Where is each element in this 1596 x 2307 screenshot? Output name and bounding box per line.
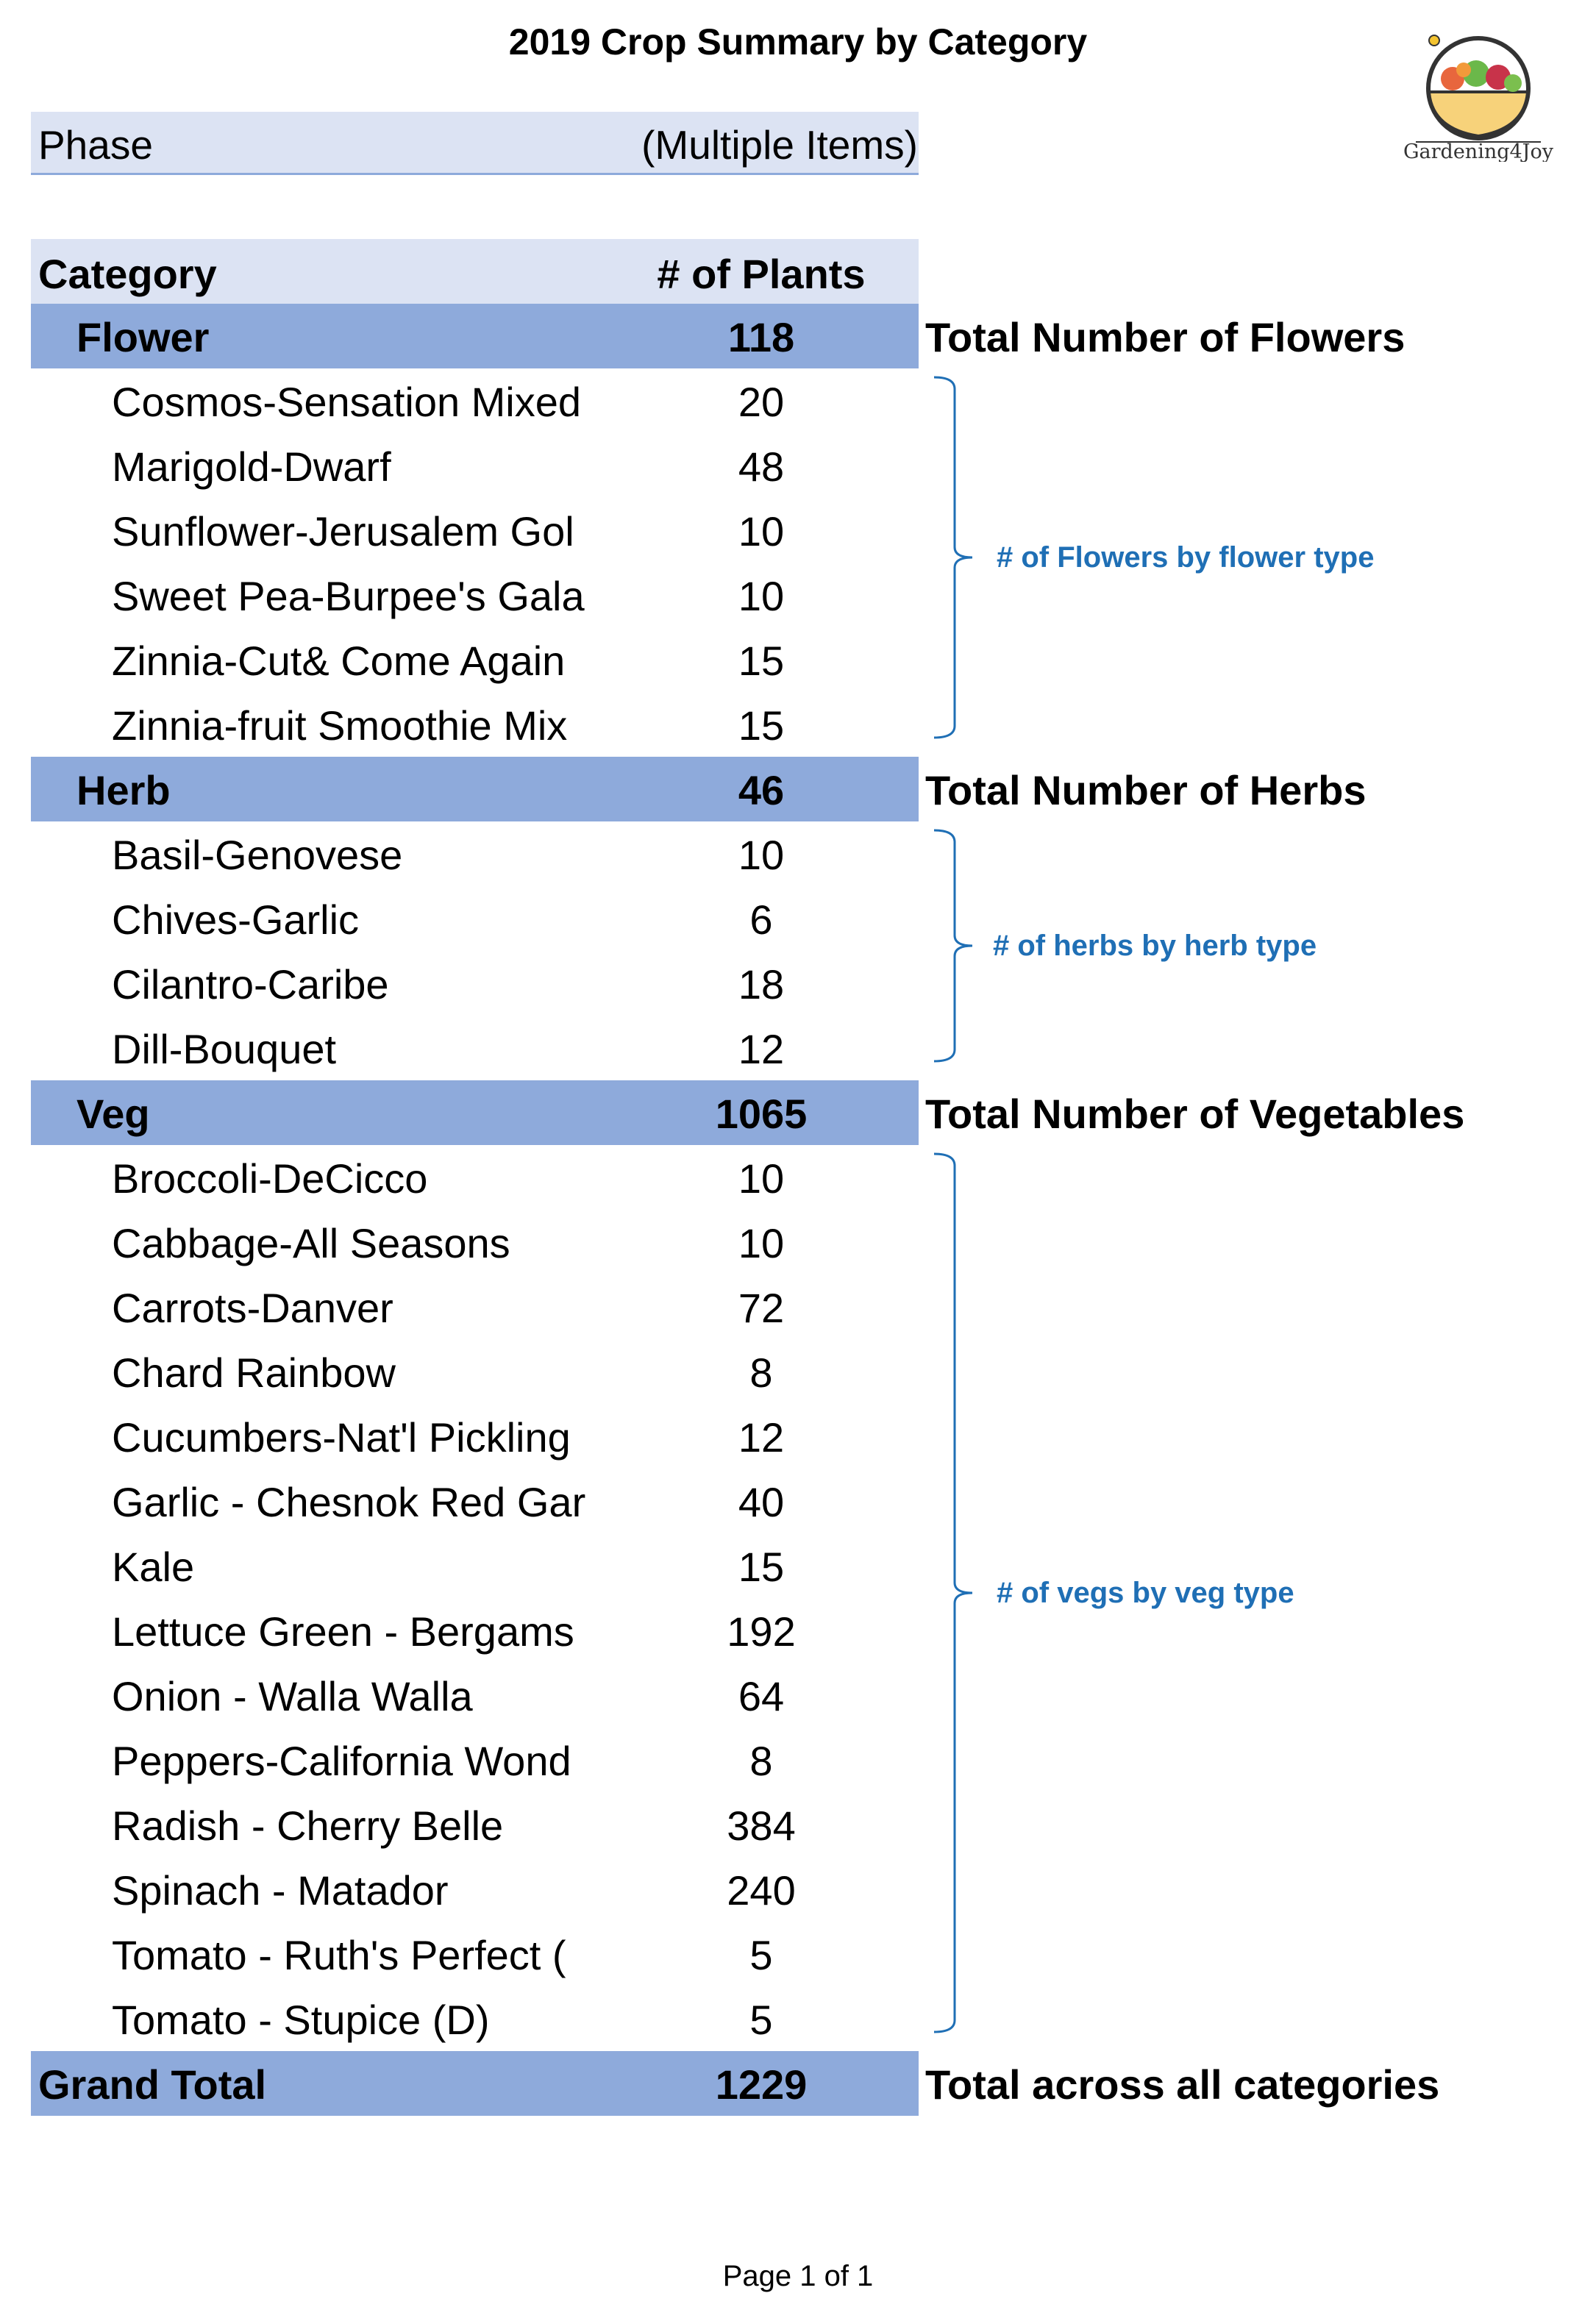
item-count: 15	[738, 1544, 785, 1590]
category-total-note: Total Number of Flowers	[925, 314, 1406, 360]
item-count: 12	[738, 1414, 785, 1461]
item-name: Dill-Bouquet	[112, 1026, 337, 1072]
item-name: Broccoli-DeCicco	[112, 1155, 428, 1202]
item-count: 10	[738, 508, 785, 555]
item-count: 18	[738, 961, 785, 1008]
item-name: Chard Rainbow	[112, 1349, 396, 1396]
grand-total-value: 1229	[715, 2061, 808, 2108]
item-count: 10	[738, 573, 785, 619]
item-name: Spinach - Matador	[112, 1867, 449, 1914]
grand-total-note: Total across all categories	[925, 2061, 1440, 2108]
item-name: Cilantro-Caribe	[112, 961, 389, 1008]
item-count: 64	[738, 1673, 785, 1719]
item-name: Tomato - Ruth's Perfect (	[112, 1932, 566, 1978]
item-count: 72	[738, 1285, 785, 1331]
item-name: Zinnia-fruit Smoothie Mix	[112, 702, 568, 749]
category-name[interactable]: Veg	[76, 1091, 150, 1137]
item-count: 20	[738, 379, 785, 425]
category-name[interactable]: Flower	[76, 314, 210, 360]
category-name[interactable]: Herb	[76, 767, 171, 813]
item-name: Carrots-Danver	[112, 1285, 393, 1331]
item-name: Lettuce Green - Bergams	[112, 1608, 574, 1655]
category-total: 1065	[715, 1091, 808, 1137]
item-count: 5	[749, 1932, 773, 1978]
item-name: Cosmos-Sensation Mixed	[112, 379, 582, 425]
item-count: 192	[727, 1608, 796, 1655]
item-count: 12	[738, 1026, 785, 1072]
brace-annotation: # of vegs by veg type	[997, 1577, 1294, 1609]
curly-brace	[934, 1154, 972, 2032]
logo-text: Gardening4Joy	[1403, 140, 1554, 162]
item-count: 384	[727, 1803, 796, 1849]
item-name: Sunflower-Jerusalem Gol	[112, 508, 574, 555]
phase-filter-label: Phase	[38, 122, 153, 168]
item-count: 6	[749, 896, 773, 943]
item-count: 10	[738, 1220, 785, 1266]
item-name: Sweet Pea-Burpee's Gala	[112, 573, 585, 619]
item-count: 8	[749, 1349, 773, 1396]
category-total: 46	[738, 767, 785, 813]
item-name: Zinnia-Cut& Come Again	[112, 638, 566, 684]
item-name: Chives-Garlic	[112, 896, 360, 943]
item-name: Tomato - Stupice (D)	[112, 1997, 490, 2043]
item-name: Marigold-Dwarf	[112, 443, 391, 490]
grand-total-label: Grand Total	[38, 2061, 267, 2108]
item-count: 5	[749, 1997, 773, 2043]
item-name: Peppers-California Wond	[112, 1738, 571, 1784]
item-name: Cabbage-All Seasons	[112, 1220, 510, 1266]
curly-brace	[934, 830, 972, 1061]
category-total-note: Total Number of Vegetables	[925, 1091, 1465, 1137]
header-plant-count: # of Plants	[657, 251, 866, 297]
item-name: Basil-Genovese	[112, 832, 403, 878]
header-category: Category	[38, 251, 217, 297]
phase-filter-value[interactable]: (Multiple Items)	[641, 122, 918, 168]
item-name: Cucumbers-Nat'l Pickling	[112, 1414, 571, 1461]
item-count: 8	[749, 1738, 773, 1784]
item-name: Kale	[112, 1544, 195, 1590]
brace-annotation: # of Flowers by flower type	[997, 541, 1375, 574]
item-count: 15	[738, 702, 785, 749]
item-name: Garlic - Chesnok Red Gar	[112, 1479, 586, 1525]
item-count: 240	[727, 1867, 796, 1914]
item-count: 48	[738, 443, 785, 490]
curly-brace	[934, 377, 972, 738]
item-count: 10	[738, 1155, 785, 1202]
item-name: Onion - Walla Walla	[112, 1673, 473, 1719]
item-count: 15	[738, 638, 785, 684]
item-count: 40	[738, 1479, 785, 1525]
item-name: Radish - Cherry Belle	[112, 1803, 504, 1849]
gardening4joy-logo	[1394, 18, 1563, 162]
brace-annotation: # of herbs by herb type	[993, 930, 1317, 962]
page-footer: Page 1 of 1	[722, 2260, 874, 2292]
item-count: 10	[738, 832, 785, 878]
page-title: 2019 Crop Summary by Category	[508, 21, 1088, 63]
category-total-note: Total Number of Herbs	[925, 767, 1367, 813]
category-total: 118	[727, 314, 795, 360]
